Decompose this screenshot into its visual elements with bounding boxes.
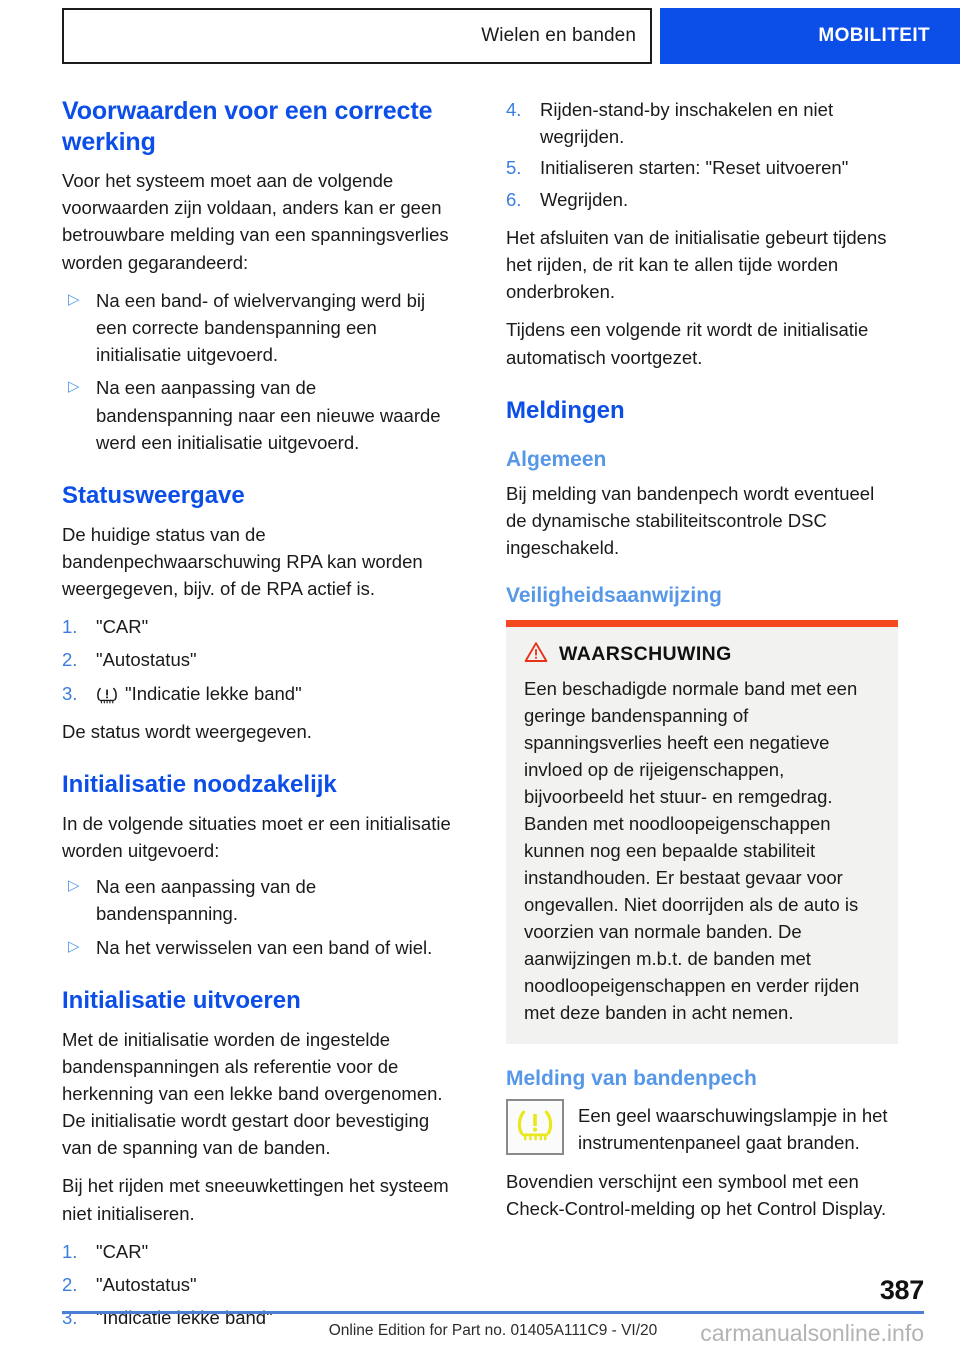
step-number: 5. xyxy=(506,157,522,179)
warning-title: WAARSCHUWING xyxy=(559,643,732,666)
heading-meldingen: Meldingen xyxy=(506,396,625,424)
warning-body: Een beschadigde normale band met een geringe bandenspanning of spanningsverlies heeft een negatieve invloed op de rijeigenschappen, bijvoorbeeld het stuur- en remgedrag. Banden met noodloopeigenschappen kunnen nog een bepaalde stabiliteit instandhouden. Er bestaat gevaar voor ongevallen. Niet doorrijden als de auto is voorzien van normale banden. De aanwijzingen m.b.t. de banden met noodloopeigenschappen en verder rijden met deze banden in acht nemen. xyxy=(524,678,860,1024)
watermark-label: carmanualsonline.info xyxy=(700,1320,924,1346)
page-number: 387 xyxy=(879,1275,924,1305)
list-item-label: Wegrijden. xyxy=(540,188,629,210)
step-number: 1. xyxy=(62,1240,78,1262)
section-banner xyxy=(660,8,960,64)
tire-pressure-warning-icon xyxy=(96,684,118,703)
list-item xyxy=(62,873,454,927)
list-item-label: Initialiseren starten: "Reset uitvoeren" xyxy=(540,157,849,179)
list-item-label: Na het verwisselen van een band of wiel. xyxy=(96,936,433,958)
list-item xyxy=(62,1238,454,1265)
page-title: Voorwaarden voor een correcte werking xyxy=(62,97,433,156)
footer-edition-label: Online Edition for Part no. 01405A111C9 - VI/20 xyxy=(328,1322,658,1339)
step-number: 6. xyxy=(506,188,522,210)
warning-box xyxy=(506,620,898,1044)
initialisatie-noodzakelijk-paragraph: In de volgende situaties moet er een initialisatie worden uitgevoerd: xyxy=(62,812,451,861)
list-item xyxy=(62,613,454,640)
list-item-label: "Indicatie lekke band" xyxy=(96,1307,273,1329)
list-item-label: Na een aanpassing van de bandenspanning naar een nieuwe waarde werd een initialisatie uitgevoerd. xyxy=(96,377,441,453)
heading-initialisatie-uitvoeren: Initialisatie uitvoeren xyxy=(62,986,301,1014)
triangle-bullet-icon: ▷ xyxy=(68,378,80,396)
section-banner-label: MOBILITEIT xyxy=(818,25,930,46)
triangle-bullet-icon: ▷ xyxy=(68,290,80,308)
footer-edition-line xyxy=(62,1314,924,1346)
right-paragraph-1: Het afsluiten van de initialisatie gebeurt tijdens het rijden, de rit kan te allen tijde worden onderbroken. xyxy=(506,226,887,303)
heading-statusweergave: Statusweergave xyxy=(62,481,245,509)
list-item xyxy=(506,154,898,181)
page-content xyxy=(62,96,898,1342)
triangle-bullet-icon: ▷ xyxy=(68,937,80,955)
right-column xyxy=(506,96,898,1342)
step-number: 1. xyxy=(62,616,78,638)
list-item-label: Na een band- of wielvervanging werd bij een correcte bandenspanning een initialisatie uitgevoerd. xyxy=(96,289,426,366)
list-item xyxy=(62,287,454,369)
list-item-label: "CAR" xyxy=(96,1240,149,1262)
list-item-label: "Autostatus" xyxy=(96,649,197,671)
initialisatie-uitvoeren-paragraph-1: Met de initialisatie worden de ingestelde bandenspanningen als referentie voor de herkenning van een lekke band overgenomen. De initialisatie wordt gestart door bevestiging van de spanning van de banden. xyxy=(62,1028,443,1159)
conditions-list xyxy=(62,287,454,456)
step-number: 4. xyxy=(506,99,522,120)
closing-paragraph: Bovendien verschijnt een symbool met een Check-Control-melding op het Control Display. xyxy=(506,1170,887,1220)
algemeen-paragraph: Bij melding van bandenpech wordt eventueel de dynamische stabiliteitscontrole DSC ingeschakeld. xyxy=(506,482,875,559)
breadcrumb xyxy=(62,8,652,64)
list-item-label: "CAR" xyxy=(96,616,149,638)
heading-melding-van-bandenpech: Melding van bandenpech xyxy=(506,1067,757,1091)
step-number: 3. xyxy=(62,682,78,704)
list-item xyxy=(62,646,454,673)
initialisation-situations-list xyxy=(62,873,454,961)
list-item xyxy=(62,934,454,961)
list-item xyxy=(62,1271,454,1298)
step-number: 2. xyxy=(62,1274,78,1296)
breadcrumb-label: Wielen en banden xyxy=(481,25,636,46)
page-header xyxy=(62,8,960,64)
list-item xyxy=(62,374,454,456)
left-column xyxy=(62,96,454,1342)
triangle-bullet-icon: ▷ xyxy=(68,877,80,895)
list-item-label: Na een aanpassing van de bandenspanning. xyxy=(96,876,317,925)
warning-header xyxy=(524,641,880,668)
warning-lamp-figure xyxy=(506,1099,898,1156)
list-item xyxy=(506,96,898,150)
tire-pressure-warning-lamp-icon xyxy=(515,1106,555,1147)
step-number: 3. xyxy=(62,1307,78,1329)
initialisation-steps-continued-list xyxy=(506,96,898,213)
heading-initialisatie-noodzakelijk: Initialisatie noodzakelijk xyxy=(62,770,337,798)
list-item xyxy=(62,680,454,707)
list-item-label: "Autostatus" xyxy=(96,1274,197,1296)
heading-algemeen: Algemeen xyxy=(506,448,607,472)
list-item-label: "Indicatie lekke band" xyxy=(125,682,302,704)
statusweergave-paragraph: De huidige status van de bandenpechwaarschuwing RPA kan worden weergegeven, bijv. of de RPA actief is. xyxy=(62,523,423,600)
tpms-lamp-box xyxy=(506,1099,564,1155)
heading-veiligheidsaanwijzing: Veiligheidsaanwijzing xyxy=(506,584,722,608)
warning-triangle-icon xyxy=(524,641,548,668)
list-item xyxy=(506,186,898,213)
initialisatie-uitvoeren-paragraph-2: Bij het rijden met sneeuwkettingen het systeem niet initialiseren. xyxy=(62,1175,449,1224)
list-item-label: Rijden-stand-by inschakelen en niet wegrijden. xyxy=(540,99,834,148)
status-steps-list xyxy=(62,613,454,707)
status-footer-paragraph: De status wordt weergegeven. xyxy=(62,720,312,742)
intro-paragraph: Voor het systeem moet aan de volgende voorwaarden zijn voldaan, anders kan er geen betrouwbare melding van een spanningsverlies worden gegarandeerd: xyxy=(62,170,449,273)
lamp-caption: Een geel waarschuwingslampje in het instrumentenpaneel gaat branden. xyxy=(578,1104,888,1153)
right-paragraph-2: Tijdens een volgende rit wordt de initialisatie automatisch voortgezet. xyxy=(506,319,869,368)
step-number: 2. xyxy=(62,649,78,671)
